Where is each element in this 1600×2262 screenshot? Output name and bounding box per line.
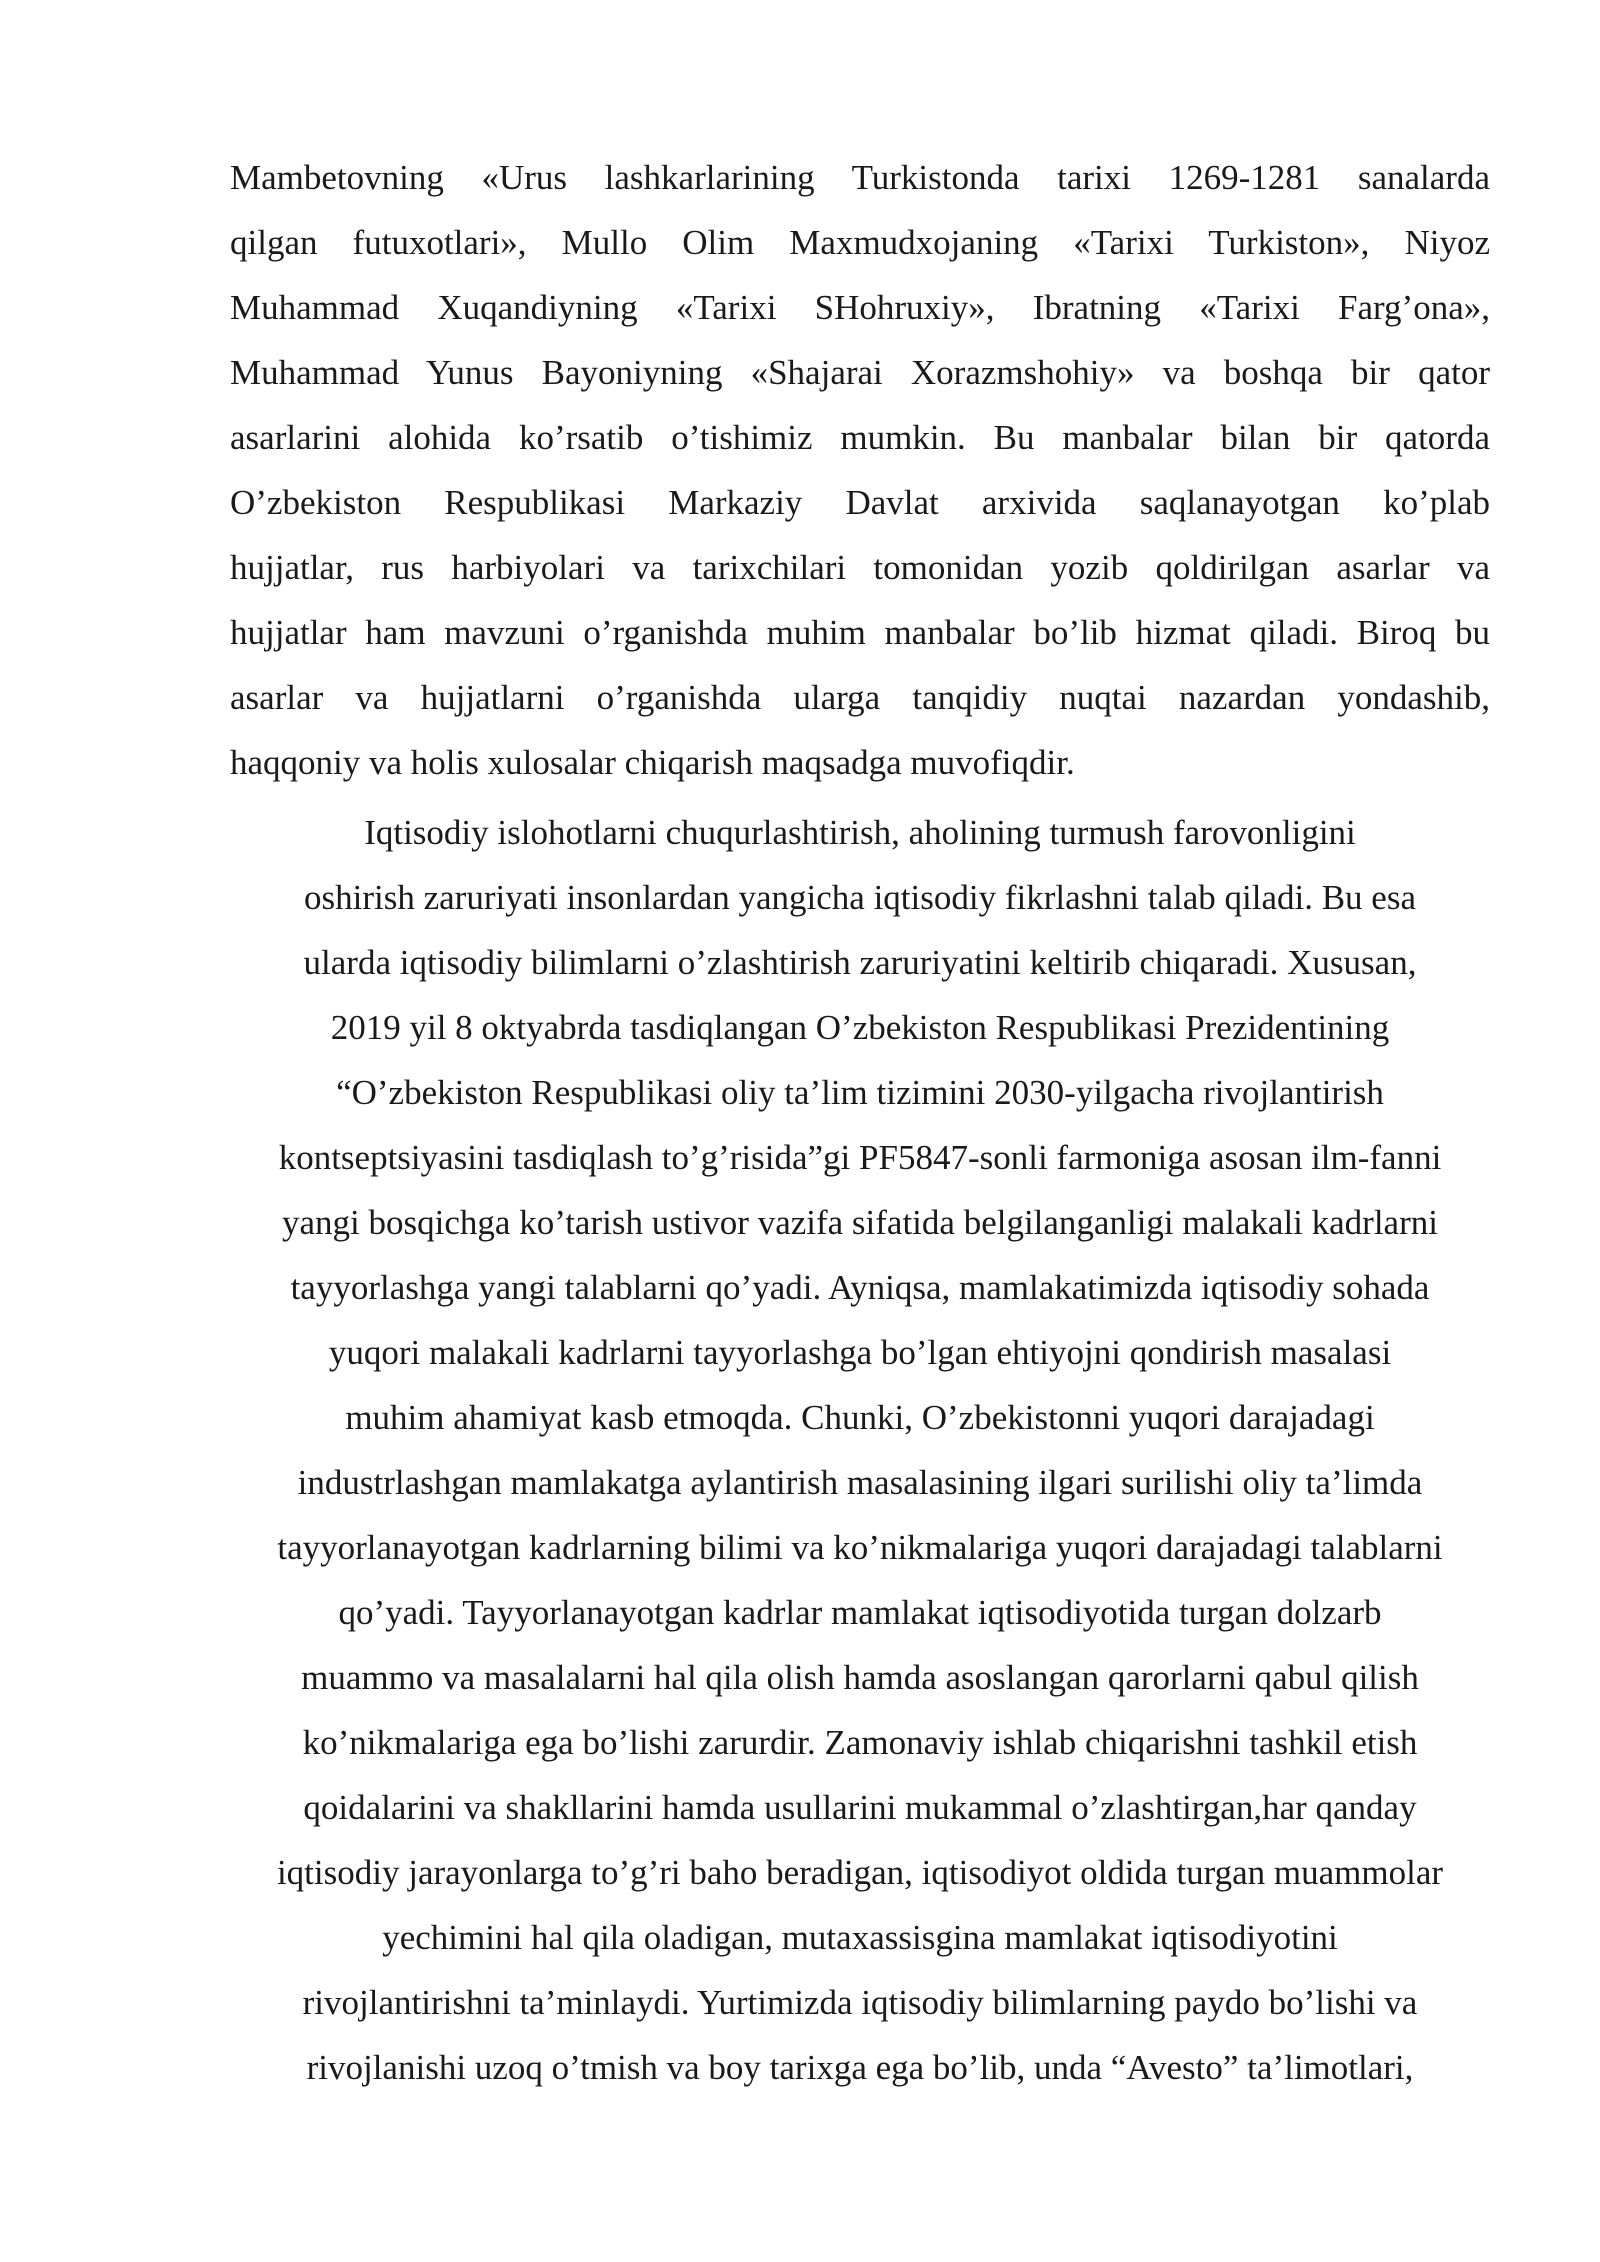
text-line: oshirish zaruriyati insonlardan yangicha iqtisodiy fikrlashni talab qiladi. Bu esa (304, 878, 1416, 917)
text-line: Muhammad Yunus Bayoniyning «Shajarai Xorazmshohiy» va boshqa bir qator (230, 353, 1490, 392)
text-line: yuqori malakali kadrlarni tayyorlashga bo’lgan ehtiyojni qondirish masalasi (328, 1333, 1392, 1372)
text-line: ularda iqtisodiy bilimlarni o’zlashtirish zaruriyatini keltirib chiqaradi. Xususan, (303, 943, 1417, 982)
paragraph-economic-reforms (230, 800, 1490, 2100)
text-line: qoidalarini va shakllarini hamda usullarini mukammal o’zlashtirgan,har qanday (303, 1788, 1417, 1827)
text-line: iqtisodiy jarayonlarga to’g’ri baho beradigan, iqtisodiyot oldida turgan muammolar (276, 1853, 1444, 1892)
text-line: kontseptsiyasini tasdiqlash to’g’risida”gi PF5847-sonli farmoniga asosan ilm-fanni (278, 1138, 1442, 1177)
text-line: rivojlantirishni ta’minlaydi. Yurtimizda iqtisodiy bilimlarning paydo bo’lishi va (302, 1983, 1418, 2022)
text-line: Iqtisodiy islohotlarni chuqurlashtirish, aholining turmush farovonligini (364, 813, 1356, 852)
text-line: O’zbekiston Respublikasi Markaziy Davlat arxivida saqlanayotgan ko’plab (230, 483, 1490, 522)
text-line: industrlashgan mamlakatga aylantirish masalasining ilgari surilishi oliy ta’limda (297, 1463, 1423, 1502)
text-line: tayyorlanayotgan kadrlarning bilimi va ko’nikmalariga yuqori darajadagi talablarni (277, 1528, 1443, 1567)
text-line: 2019 yil 8 oktyabrda tasdiqlangan O’zbekiston Respublikasi Prezidentining (330, 1008, 1390, 1047)
text-line: Mambetovning «Urus lashkarlarining Turkistonda tarixi 1269-1281 sanalarda (230, 158, 1490, 197)
text-line: asarlarini alohida ko’rsatib o’tishimiz mumkin. Bu manbalar bilan bir qatorda (230, 418, 1490, 457)
text-line: hujjatlar ham mavzuni o’rganishda muhim manbalar bo’lib hizmat qiladi. Biroq bu (230, 613, 1490, 652)
text-line: qo’yadi. Tayyorlanayotgan kadrlar mamlakat iqtisodiyotida turgan dolzarb (338, 1593, 1382, 1632)
paragraph-sources (230, 145, 1490, 795)
text-line: Muhammad Xuqandiyning «Tarixi SHohruxiy», Ibratning «Tarixi Farg’ona», (230, 288, 1490, 327)
text-line: tayyorlashga yangi talablarni qo’yadi. Ayniqsa, mamlakatimizda iqtisodiy sohada (290, 1268, 1430, 1307)
text-line: asarlar va hujjatlarni o’rganishda ularga tanqidiy nuqtai nazardan yondashib, (230, 678, 1490, 717)
text-line: haqqoniy va holis xulosalar chiqarish maqsadga muvofiqdir. (230, 743, 1075, 782)
text-line: muhim ahamiyat kasb etmoqda. Chunki, O’zbekistonni yuqori darajadagi (345, 1398, 1375, 1437)
text-line: muammo va masalalarni hal qila olish hamda asoslangan qarorlarni qabul qilish (301, 1658, 1419, 1697)
text-line: yangi bosqichga ko’tarish ustivor vazifa sifatida belgilanganligi malakali kadrlarni (282, 1203, 1438, 1242)
text-line: yechimini hal qila oladigan, mutaxassisgina mamlakat iqtisodiyotini (382, 1918, 1338, 1957)
text-line: rivojlanishi uzoq o’tmish va boy tarixga ega bo’lib, unda “Avesto” ta’limotlari, (306, 2048, 1414, 2087)
text-line: ko’nikmalariga ega bo’lishi zarurdir. Zamonaviy ishlab chiqarishni tashkil etish (302, 1723, 1418, 1762)
text-line: qilgan futuxotlari», Mullo Olim Maxmudxojaning «Tarixi Turkiston», Niyoz (230, 223, 1490, 262)
text-line: “O’zbekiston Respublikasi oliy ta’lim tizimini 2030-yilgacha rivojlantirish (336, 1073, 1384, 1112)
text-line: hujjatlar, rus harbiyolari va tarixchilari tomonidan yozib qoldirilgan asarlar va (230, 548, 1490, 587)
